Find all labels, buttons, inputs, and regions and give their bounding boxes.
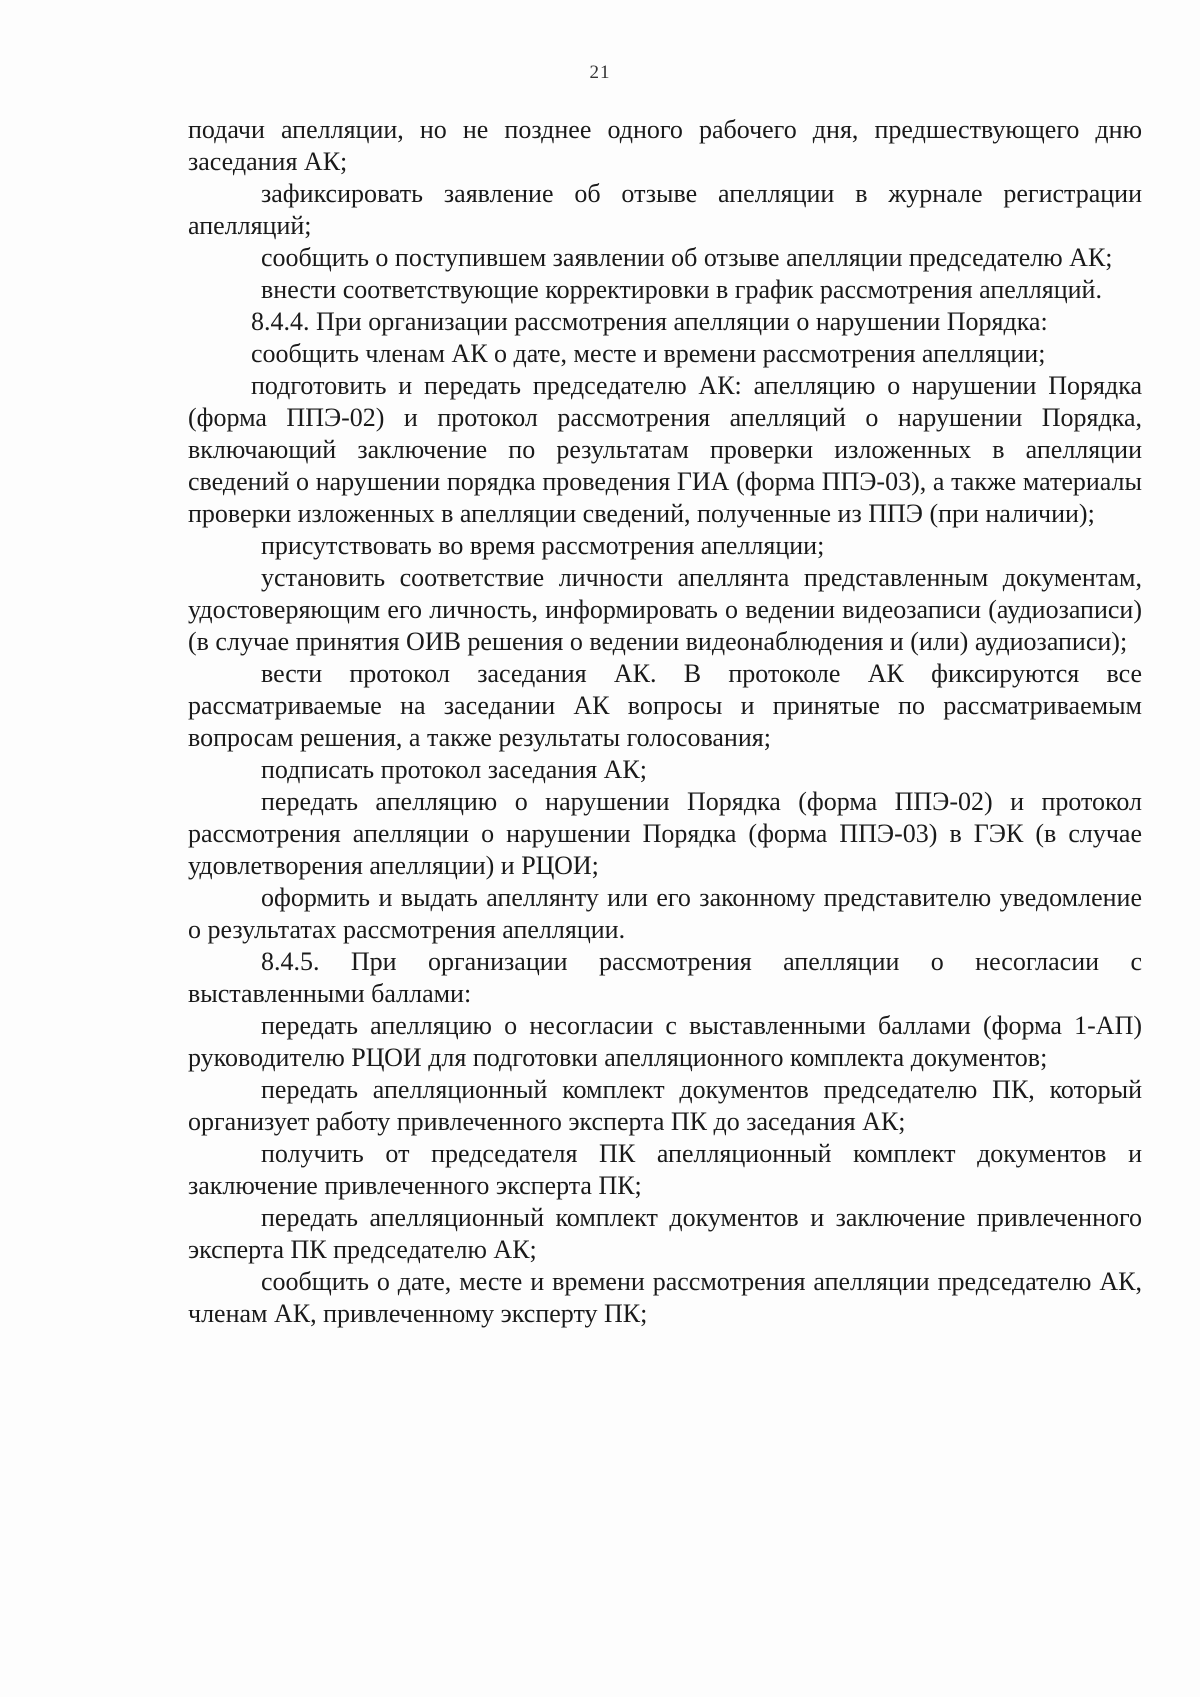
paragraph-notify-participants: сообщить о дате, месте и времени рассмотрения апелляции председателю АК, членам АК, привлеченному эксперту ПК; bbox=[188, 1267, 1142, 1328]
paragraph-notify-members: сообщить членам АК о дате, месте и времени рассмотрения апелляции; bbox=[251, 339, 1046, 368]
paragraph-register-withdrawal: зафиксировать заявление об отзыве апелляции в журнале регистрации апелляций; bbox=[188, 179, 1142, 240]
section-8-4-5-heading: 8.4.5. При организации рассмотрения апелляции о несогласии с выставленными баллами: bbox=[188, 947, 1142, 1008]
paragraph-keep-minutes: вести протокол заседания АК. В протоколе АК фиксируются все рассматриваемые на заседании АК вопросы и принятые по рассматриваемым вопросам решения, а также результаты голосования; bbox=[188, 659, 1142, 752]
document-body bbox=[188, 114, 1142, 1330]
paragraph-continuation: подачи апелляции, но не позднее одного рабочего дня, предшествующего дню заседания АК; bbox=[188, 115, 1142, 176]
paragraph-adjust-schedule: внести соответствующие корректировки в график рассмотрения апелляций. bbox=[261, 275, 1102, 304]
paragraph-receive-from-pk-chair: получить от председателя ПК апелляционный комплект документов и заключение привлеченного эксперта ПК; bbox=[188, 1139, 1142, 1200]
paragraph-notify-chair: сообщить о поступившем заявлении об отзыве апелляции председателю АК; bbox=[261, 243, 1113, 272]
paragraph-transfer-to-pk-chair: передать апелляционный комплект документов председателю ПК, который организует работу привлеченного эксперта ПК до заседания АК; bbox=[188, 1075, 1142, 1136]
paragraph-transfer-to-rcoi: передать апелляцию о несогласии с выставленными баллами (форма 1-АП) руководителю РЦОИ для подготовки апелляционного комплекта документов; bbox=[188, 1011, 1142, 1072]
page-number: 21 bbox=[589, 62, 611, 83]
paragraph-transfer-to-ak-chair: передать апелляционный комплект документов и заключение привлеченного эксперта ПК председателю АК; bbox=[188, 1203, 1142, 1264]
paragraph-prepare-documents: подготовить и передать председателю АК: апелляцию о нарушении Порядка (форма ППЭ-02) и протокол рассмотрения апелляций о нарушении Порядка, включающий заключение по результатам проверки изложенных в апелляции сведений о нарушении порядка проведения ГИА (форма ППЭ-03), а также материалы проверки изложенных в апелляции сведений, полученные из ППЭ (при наличии); bbox=[188, 371, 1142, 528]
paragraph-attend-review: присутствовать во время рассмотрения апелляции; bbox=[261, 531, 825, 560]
paragraph-issue-notice: оформить и выдать апеллянту или его законному представителю уведомление о результатах рассмотрения апелляции. bbox=[188, 883, 1142, 944]
paragraph-sign-minutes: подписать протокол заседания АК; bbox=[261, 755, 647, 784]
section-8-4-4-heading: 8.4.4. При организации рассмотрения апелляции о нарушении Порядка: bbox=[251, 307, 1048, 336]
paragraph-transfer-appeal: передать апелляцию о нарушении Порядка (форма ППЭ-02) и протокол рассмотрения апелляции о нарушении Порядка (форма ППЭ-03) в ГЭК (в случае удовлетворения апелляции) и РЦОИ; bbox=[188, 787, 1142, 880]
paragraph-verify-identity: установить соответствие личности апеллянта представленным документам, удостоверяющим его личность, информировать о ведении видеозаписи (аудиозаписи) (в случае принятия ОИВ решения о ведении видеонаблюдения и (или) аудиозаписи); bbox=[188, 563, 1142, 656]
